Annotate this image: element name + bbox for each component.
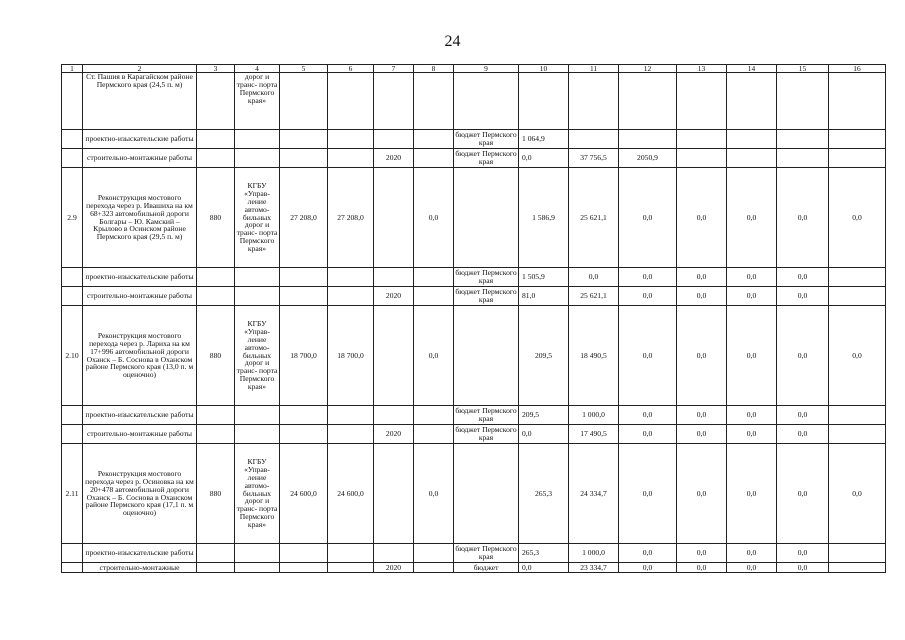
value-cell xyxy=(280,544,328,563)
value-cell xyxy=(414,425,454,444)
value-cell: 2020 xyxy=(374,149,414,168)
row-number-cell xyxy=(62,563,83,573)
funding-source-cell xyxy=(454,444,519,544)
value-cell xyxy=(328,544,374,563)
value-cell xyxy=(374,168,414,268)
row-number-cell: 2.9 xyxy=(62,168,83,268)
header-cell: 1 xyxy=(62,65,83,73)
funding-source-cell xyxy=(454,73,519,130)
value-cell xyxy=(414,130,454,149)
value-cell: 24 334,7 xyxy=(569,444,619,544)
value-cell xyxy=(519,73,569,130)
name-cell: проектно-изыскательские работы xyxy=(83,268,197,287)
executor-cell xyxy=(235,425,280,444)
value-cell: 0,0 xyxy=(727,306,777,406)
value-cell: 0,0 xyxy=(619,168,677,268)
value-cell xyxy=(374,73,414,130)
value-cell xyxy=(328,406,374,425)
value-cell: 0,0 xyxy=(619,563,677,573)
value-cell: 0,0 xyxy=(677,444,727,544)
executor-cell: КГБУ «Управ- ление автомо- бильных дорог и транс- порта Пермского края» xyxy=(235,306,280,406)
name-cell: строительно-монтажные xyxy=(83,563,197,573)
value-cell xyxy=(280,268,328,287)
value-cell: 0,0 xyxy=(829,306,886,406)
value-cell: 0,0 xyxy=(619,268,677,287)
value-cell xyxy=(197,149,235,168)
value-cell: 880 xyxy=(197,444,235,544)
value-cell xyxy=(829,149,886,168)
executor-cell xyxy=(235,130,280,149)
value-cell xyxy=(328,287,374,306)
value-cell: 0,0 xyxy=(619,425,677,444)
project-row xyxy=(62,444,886,544)
executor-cell xyxy=(235,149,280,168)
row-number-cell xyxy=(62,406,83,425)
executor-cell: КГБУ «Управ- ление автомо- бильных дорог и транс- порта Пермского края» xyxy=(235,444,280,544)
executor-cell: дорог и транс- порта Пермского края» xyxy=(235,73,280,130)
name-cell: строительно-монтажные работы xyxy=(83,425,197,444)
value-cell: 0,0 xyxy=(727,406,777,425)
value-cell xyxy=(569,73,619,130)
value-cell xyxy=(414,563,454,573)
work-type-row xyxy=(62,563,886,573)
name-cell: проектно-изыскательские работы xyxy=(83,406,197,425)
value-cell: 24 600,0 xyxy=(328,444,374,544)
header-cell: 4 xyxy=(235,65,280,73)
name-cell: проектно-изыскательские работы xyxy=(83,130,197,149)
funding-source-cell: бюджет Пермского края xyxy=(455,268,517,285)
name-cell: Реконструкция мостового перехода через р. Осиновка на км 20+478 автомобильной дороги Оханск – Б. Соснова в Оханском районе Пермского края (17,1 п. м оценочно) xyxy=(83,444,197,544)
value-cell: 0,0 xyxy=(619,287,677,306)
value-cell: 0,0 xyxy=(777,425,829,444)
work-type-row xyxy=(62,544,886,563)
value-cell xyxy=(414,544,454,563)
row-number-cell xyxy=(62,544,83,563)
amount-cell: 209,5 xyxy=(519,406,569,425)
value-cell: 0,0 xyxy=(777,444,829,544)
value-cell xyxy=(677,149,727,168)
value-cell xyxy=(829,563,886,573)
executor-cell xyxy=(235,406,280,425)
value-cell xyxy=(328,130,374,149)
value-cell: 0,0 xyxy=(677,425,727,444)
amount-cell: 0,0 xyxy=(519,149,569,168)
name-cell: Ст. Пашия в Карагайском районе Пермского края (24,5 п. м) xyxy=(83,73,197,130)
value-cell: 37 756,5 xyxy=(569,149,619,168)
value-cell: 0,0 xyxy=(619,544,677,563)
value-cell: 17 490,5 xyxy=(569,425,619,444)
header-cell: 3 xyxy=(197,65,235,73)
value-cell xyxy=(677,130,727,149)
value-cell xyxy=(829,287,886,306)
header-cell: 14 xyxy=(727,65,777,73)
value-cell: 0,0 xyxy=(619,406,677,425)
header-cell: 16 xyxy=(829,65,886,73)
row-number-cell xyxy=(62,268,83,287)
name-cell: строительно-монтажные работы xyxy=(83,149,197,168)
value-cell xyxy=(374,130,414,149)
work-type-row xyxy=(62,130,886,149)
value-cell xyxy=(777,130,829,149)
amount-cell: 1 064,9 xyxy=(519,130,569,149)
value-cell: 0,0 xyxy=(677,268,727,287)
header-row xyxy=(62,65,886,73)
value-cell: 209,5 xyxy=(519,306,569,406)
value-cell xyxy=(619,130,677,149)
value-cell: 24 600,0 xyxy=(280,444,328,544)
work-type-row xyxy=(62,425,886,444)
row-number-cell xyxy=(62,425,83,444)
row-number-cell xyxy=(62,130,83,149)
value-cell: 1 586,9 xyxy=(519,168,569,268)
value-cell: 0,0 xyxy=(727,168,777,268)
value-cell xyxy=(777,73,829,130)
value-cell: 0,0 xyxy=(727,444,777,544)
value-cell xyxy=(619,73,677,130)
name-cell: Реконструкция мостового перехода через р. Лариха на км 17+996 автомобильной дороги Оханск – Б. Соснова в Оханском районе Пермского края (13,0 п. м оценочно) xyxy=(83,306,197,406)
value-cell xyxy=(829,268,886,287)
value-cell xyxy=(374,444,414,544)
header-cell: 8 xyxy=(414,65,454,73)
row-number-cell: 2.10 xyxy=(62,306,83,406)
executor-cell xyxy=(235,563,280,573)
value-cell xyxy=(280,287,328,306)
value-cell xyxy=(374,544,414,563)
executor-cell: КГБУ «Управ- ление автомо- бильных дорог и транс- порта Пермского края» xyxy=(235,168,280,268)
value-cell: 0,0 xyxy=(414,444,454,544)
amount-cell: 0,0 xyxy=(519,425,569,444)
amount-cell: 81,0 xyxy=(519,287,569,306)
value-cell: 0,0 xyxy=(777,306,829,406)
header-cell: 5 xyxy=(280,65,328,73)
value-cell xyxy=(777,149,829,168)
value-cell: 0,0 xyxy=(727,268,777,287)
amount-cell: 1 505,9 xyxy=(519,268,569,287)
funding-source-cell: бюджет xyxy=(454,563,519,573)
value-cell: 0,0 xyxy=(569,268,619,287)
value-cell xyxy=(280,73,328,130)
page-number: 24 xyxy=(444,33,461,50)
value-cell: 18 700,0 xyxy=(280,306,328,406)
value-cell xyxy=(280,406,328,425)
value-cell: 0,0 xyxy=(829,168,886,268)
executor-cell xyxy=(235,287,280,306)
funding-source-cell: бюджет Пермского края xyxy=(455,130,517,147)
value-cell: 0,0 xyxy=(777,268,829,287)
value-cell xyxy=(414,406,454,425)
work-type-row xyxy=(62,287,886,306)
header-cell: 9 xyxy=(454,65,519,73)
value-cell xyxy=(197,268,235,287)
value-cell xyxy=(727,73,777,130)
value-cell xyxy=(569,130,619,149)
row-number-cell: 2.11 xyxy=(62,444,83,544)
amount-cell: 0,0 xyxy=(519,563,569,573)
value-cell: 2020 xyxy=(374,287,414,306)
value-cell xyxy=(197,73,235,130)
value-cell xyxy=(727,130,777,149)
value-cell: 0,0 xyxy=(677,544,727,563)
value-cell xyxy=(414,287,454,306)
value-cell: 0,0 xyxy=(777,168,829,268)
program-table xyxy=(61,64,886,573)
value-cell: 18 490,5 xyxy=(569,306,619,406)
project-row xyxy=(62,73,886,130)
value-cell xyxy=(197,563,235,573)
value-cell xyxy=(677,73,727,130)
value-cell xyxy=(280,149,328,168)
project-row xyxy=(62,168,886,268)
value-cell xyxy=(414,149,454,168)
value-cell: 23 334,7 xyxy=(569,563,619,573)
value-cell xyxy=(280,130,328,149)
value-cell xyxy=(374,268,414,287)
value-cell xyxy=(414,73,454,130)
header-cell: 10 xyxy=(519,65,569,73)
value-cell xyxy=(280,425,328,444)
name-cell: строительно-монтажные работы xyxy=(83,287,197,306)
value-cell xyxy=(197,425,235,444)
value-cell: 18 700,0 xyxy=(328,306,374,406)
value-cell: 1 000,0 xyxy=(569,544,619,563)
value-cell: 265,3 xyxy=(519,444,569,544)
value-cell: 0,0 xyxy=(727,563,777,573)
value-cell xyxy=(197,130,235,149)
row-number-cell xyxy=(62,149,83,168)
value-cell: 0,0 xyxy=(677,406,727,425)
value-cell xyxy=(829,425,886,444)
funding-source-cell: бюджет Пермского края xyxy=(455,406,517,423)
executor-cell xyxy=(235,268,280,287)
value-cell: 0,0 xyxy=(777,563,829,573)
work-type-row xyxy=(62,149,886,168)
value-cell xyxy=(328,425,374,444)
value-cell: 0,0 xyxy=(677,563,727,573)
value-cell: 0,0 xyxy=(677,287,727,306)
funding-source-cell xyxy=(454,306,519,406)
value-cell xyxy=(374,306,414,406)
row-number-cell xyxy=(62,287,83,306)
value-cell: 0,0 xyxy=(619,444,677,544)
value-cell xyxy=(414,268,454,287)
funding-source-cell xyxy=(454,168,519,268)
project-row xyxy=(62,306,886,406)
funding-source-cell: бюджет Пермского края xyxy=(455,544,517,561)
value-cell xyxy=(328,73,374,130)
value-cell: 25 621,1 xyxy=(569,168,619,268)
value-cell xyxy=(829,544,886,563)
value-cell xyxy=(727,149,777,168)
value-cell: 25 621,1 xyxy=(569,287,619,306)
funding-source-cell: бюджет Пермского края xyxy=(455,149,517,166)
value-cell: 0,0 xyxy=(829,444,886,544)
value-cell: 27 208,0 xyxy=(280,168,328,268)
value-cell: 0,0 xyxy=(619,306,677,406)
value-cell: 0,0 xyxy=(677,306,727,406)
executor-cell xyxy=(235,544,280,563)
value-cell: 0,0 xyxy=(777,544,829,563)
value-cell: 880 xyxy=(197,306,235,406)
value-cell: 2020 xyxy=(374,425,414,444)
value-cell xyxy=(197,287,235,306)
header-cell: 6 xyxy=(328,65,374,73)
value-cell: 0,0 xyxy=(727,544,777,563)
value-cell xyxy=(829,406,886,425)
header-cell: 2 xyxy=(83,65,197,73)
value-cell: 2020 xyxy=(374,563,414,573)
value-cell: 27 208,0 xyxy=(328,168,374,268)
value-cell xyxy=(374,406,414,425)
value-cell: 2050,9 xyxy=(619,149,677,168)
value-cell: 0,0 xyxy=(777,406,829,425)
value-cell xyxy=(829,73,886,130)
work-type-row xyxy=(62,406,886,425)
value-cell xyxy=(197,544,235,563)
header-cell: 15 xyxy=(777,65,829,73)
value-cell xyxy=(328,563,374,573)
value-cell: 0,0 xyxy=(414,306,454,406)
value-cell: 0,0 xyxy=(777,287,829,306)
header-cell: 11 xyxy=(569,65,619,73)
header-cell: 12 xyxy=(619,65,677,73)
header-cell: 7 xyxy=(374,65,414,73)
value-cell: 0,0 xyxy=(414,168,454,268)
header-cell: 13 xyxy=(677,65,727,73)
row-number-cell xyxy=(62,73,83,130)
value-cell: 880 xyxy=(197,168,235,268)
name-cell: проектно-изыскательские работы xyxy=(83,544,197,563)
value-cell xyxy=(328,149,374,168)
value-cell xyxy=(280,563,328,573)
value-cell: 0,0 xyxy=(727,287,777,306)
value-cell xyxy=(829,130,886,149)
value-cell: 0,0 xyxy=(677,168,727,268)
value-cell: 1 000,0 xyxy=(569,406,619,425)
value-cell: 0,0 xyxy=(727,425,777,444)
name-cell: Реконструкция мостового перехода через р. Ивашиха на км 68+323 автомобильной дороги Болгары – Ю. Камский – Крылово в Осинском районе Пермского края (29,5 п. м) xyxy=(83,168,197,268)
value-cell xyxy=(328,268,374,287)
work-type-row xyxy=(62,268,886,287)
value-cell xyxy=(197,406,235,425)
funding-source-cell: бюджет Пермского края xyxy=(455,287,517,304)
funding-source-cell: бюджет Пермского края xyxy=(455,425,517,442)
amount-cell: 265,3 xyxy=(519,544,569,563)
